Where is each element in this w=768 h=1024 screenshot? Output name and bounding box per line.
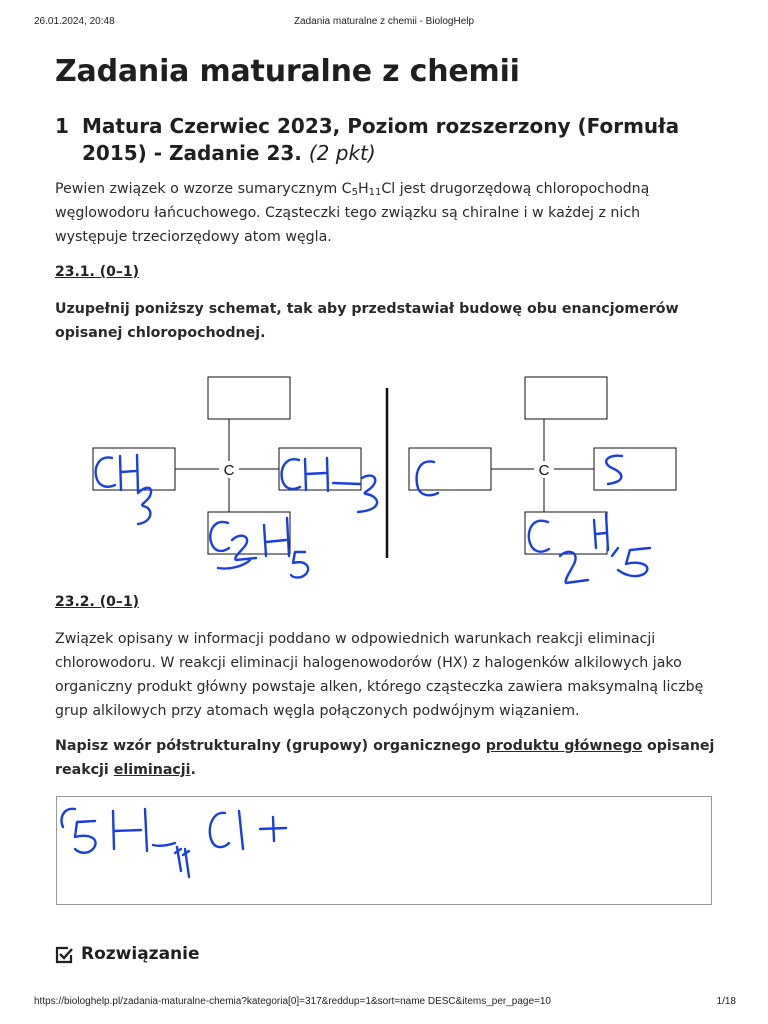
section-number: 1	[55, 114, 69, 138]
right-right-box	[594, 448, 676, 490]
instruction-text: Napisz wzór półstrukturalny (grupowy) organicznego	[55, 738, 486, 754]
print-footer	[0, 996, 768, 1010]
task-23-2-instruction	[55, 734, 715, 782]
print-url: https://biologhelp.pl/zadania-maturalne-chemia?kategoria[0]=317&reddup=1&sort=name DESC&items_per_page=10	[34, 996, 551, 1007]
page-title: Zadania maturalne z chemii	[55, 54, 520, 89]
underlined-elimination: eliminacji	[113, 762, 191, 778]
intro-text-h: H	[357, 181, 369, 197]
answer-box[interactable]	[56, 796, 712, 905]
print-page-counter: 1/18	[716, 996, 736, 1007]
instruction-text-end: .	[190, 762, 196, 778]
section-title	[82, 113, 712, 167]
task-23-1-instruction: Uzupełnij poniższy schemat, tak aby przedstawiał budowę obu enancjomerów opisanej chloropochodnej.	[55, 301, 679, 341]
formula-subscript-11: 11	[368, 187, 382, 198]
section-points: (2 pkt)	[308, 141, 376, 165]
section-title-text: Matura Czerwiec 2023, Poziom rozszerzony (Formuła 2015) - Zadanie 23.	[82, 114, 680, 165]
right-left-box	[409, 448, 491, 490]
handwriting-left-c2h5	[210, 518, 308, 578]
task-23-1-label: 23.1. (0–1)	[55, 264, 140, 280]
instruction-text-mid: opisanej reakcji	[55, 738, 715, 778]
handwriting-right-c-2	[606, 456, 622, 484]
handwriting-right-c2h5	[529, 514, 650, 583]
print-doc-title: Zadania maturalne z chemii - BiologHelp	[293, 16, 475, 27]
handwriting-right-ch3	[282, 458, 377, 512]
left-bottom-box	[208, 512, 290, 554]
right-top-box	[525, 377, 607, 419]
right-center-carbon: C	[538, 462, 550, 479]
intro-text-start: Pewien związek o wzorze sumarycznym C	[55, 181, 352, 197]
intro-paragraph	[55, 177, 715, 249]
left-center-carbon: C	[223, 462, 235, 479]
formula-subscript-5: 5	[351, 187, 358, 198]
answer-handwriting	[57, 797, 713, 906]
print-header	[0, 16, 768, 30]
task-23-2-paragraph: Związek opisany w informacji poddano w odpowiednich warunkach reakcji eliminacji chlorowodoru. W reakcji eliminacji halogenowodorów (HX) z halogenków alkilowych jako organiczny produkt główny powstaje alken, którego cząsteczka zawiera maksymalną liczbę grup alkilowych przy atomach węgla połączonych podwójnym wiązaniem.	[55, 631, 704, 719]
left-top-box	[208, 377, 290, 419]
underlined-main-product: produktu głównego	[485, 738, 643, 754]
enantiomer-diagram	[0, 360, 768, 592]
solution-label: Rozwiązanie	[81, 944, 200, 964]
checkbox-check-icon	[55, 946, 73, 964]
left-left-box	[93, 448, 175, 490]
intro-text-end: Cl jest drugorzędową chloropochodną węglowodoru łańcuchowego. Cząsteczki tego związku są chiralne i w każdej z nich występuje trzeciorzędowy atom węgla.	[55, 181, 650, 245]
task-23-2-label: 23.2. (0–1)	[55, 594, 140, 610]
print-datetime: 26.01.2024, 20:48	[34, 16, 115, 27]
handwriting-c5h11cl	[62, 809, 287, 877]
